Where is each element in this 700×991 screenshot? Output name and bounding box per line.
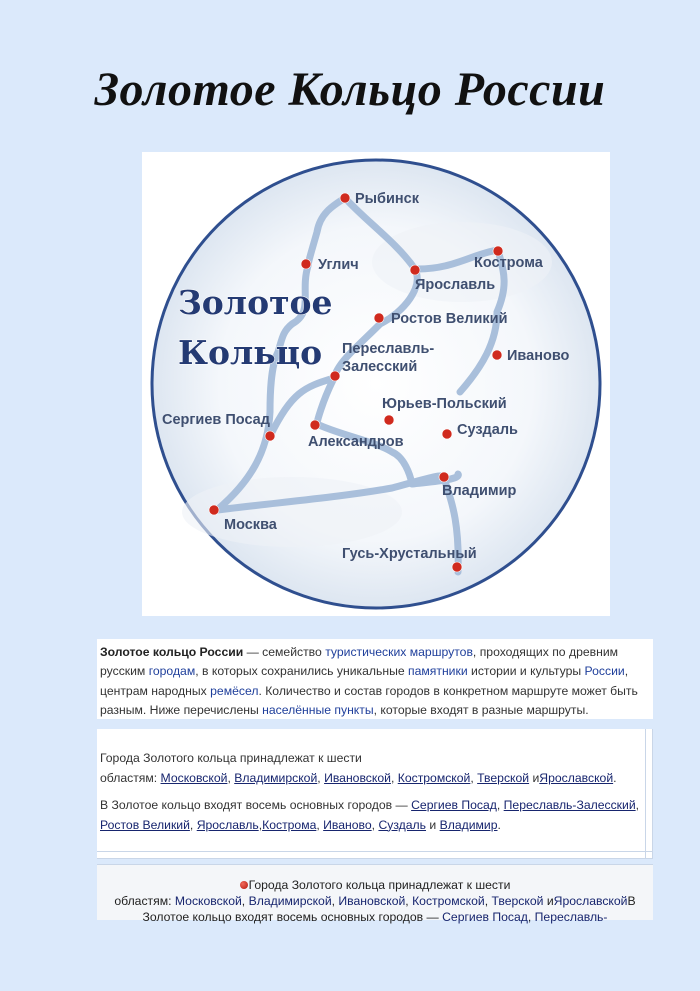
link-city-sergiev[interactable]: Сергиев Посад (411, 798, 497, 812)
label-rostov: Ростов Великий (391, 311, 508, 327)
bullet-icon (240, 881, 248, 889)
marker-yaroslavl (410, 265, 420, 275)
label-ivanovo: Иваново (507, 348, 570, 364)
repeat-line-1 (101, 877, 649, 893)
link-region-vladimir[interactable]: Владимирской (234, 770, 318, 785)
label-moskva: Москва (224, 517, 277, 533)
link-city-yaroslavl[interactable]: Ярославль (196, 817, 259, 832)
marker-vladimir (439, 472, 449, 482)
link-tourist-routes[interactable]: туристических маршрутов (325, 645, 473, 659)
marker-rostov (374, 313, 384, 323)
link-russia[interactable]: России (584, 664, 625, 679)
regions-line: областям: Московской, Владимирской, Ивановской, Костромской, Тверской иЯрославской. (100, 770, 617, 785)
repeat-line-3: Золотое кольцо входят восемь основных городов — Сергиев Посад, Переславль- (142, 910, 608, 924)
regions-dot: . (613, 770, 617, 785)
cities-line: В Золотое кольцо входят восемь основных городов — Сергиев Посад, Переславль-Залесский, Ростов Великий, Ярославль,Кострома, Иваново, Суздаль и Владимир. (100, 798, 640, 832)
link-city-vladimir[interactable]: Владимир (439, 817, 498, 832)
link-region-tver[interactable]: Тверской (477, 770, 530, 785)
regions-block (97, 729, 653, 859)
marker-ivanovo (492, 350, 502, 360)
label-yaroslavl: Ярославль (415, 277, 496, 293)
link-city-suzdal[interactable]: Суздаль (378, 817, 427, 832)
link-city-rostov[interactable]: Ростов Великий (100, 817, 190, 832)
intro-text-3: , в которых сохранились уникальные (195, 664, 409, 679)
intro-paragraph (97, 639, 653, 719)
label-pereslavl-1: Переславль- (342, 341, 435, 357)
marker-uglich (301, 259, 311, 269)
intro-text-2: , проходящих по древним русским (100, 645, 619, 679)
repeat-tail: В (627, 894, 636, 908)
repeat-lead-2: областям: (114, 894, 175, 908)
regions-lead: Города Золотого кольца принадлежат к шести (100, 751, 362, 765)
repeat-line-1-text: Города Золотого кольца принадлежат к шести (248, 878, 511, 892)
intro-text-6: . Количество и состав городов в конкретном маршруте может быть разным. Ниже перечислены (100, 683, 638, 717)
intro-text-5: , центрам народных (100, 664, 629, 698)
intro-text-1: — семейство (243, 645, 326, 659)
label-gus: Гусь-Хрустальный (342, 546, 477, 562)
map-svg (142, 152, 610, 616)
label-yuryev: Юрьев-Польский (382, 396, 507, 412)
map-logo-line2: Кольцо (178, 333, 323, 372)
link-region-kostroma[interactable]: Костромской (397, 770, 471, 785)
repeat-link-ivanovo[interactable]: Ивановской (338, 894, 406, 908)
marker-moskva (209, 505, 219, 515)
marker-alexandrov (310, 420, 320, 430)
marker-pereslavl (330, 371, 340, 381)
repeat-link-pereslavl[interactable]: Переславль- (534, 910, 608, 924)
intro-bold-term: Золотое кольцо России (100, 645, 244, 659)
marker-yuryev (384, 415, 394, 425)
marker-suzdal (442, 429, 452, 439)
map-logo-line1: Золотое (178, 283, 333, 322)
link-region-moscow[interactable]: Московской (160, 770, 228, 785)
repeat-link-vladimir[interactable]: Владимирской (248, 894, 332, 908)
golden-ring-map (142, 152, 610, 616)
cities-lead: В Золотое кольцо входят восемь основных городов — (100, 798, 412, 812)
marker-rybinsk (340, 193, 350, 203)
page-title: Золотое Кольцо России (94, 63, 606, 116)
label-suzdal: Суздаль (457, 422, 518, 438)
label-sergiev: Сергиев Посад (162, 412, 270, 428)
repeat-link-sergiev[interactable]: Сергиев Посад (442, 910, 528, 924)
label-pereslavl-2: Залесский (342, 359, 418, 375)
double-border-right (645, 729, 653, 859)
label-vladimir: Владимир (442, 483, 517, 499)
repeat-and: и (543, 894, 554, 908)
repeat-line-3-text: Золотое кольцо входят восемь основных городов — (142, 910, 443, 924)
intro-text-4: истории и культуры (467, 664, 585, 679)
link-cities[interactable]: городам (148, 664, 196, 679)
repeat-link-kostroma[interactable]: Костромской (412, 894, 485, 908)
intro-text-7: , которые входят в разные маршруты. (373, 702, 589, 717)
repeat-block (97, 864, 653, 924)
cities-dot: . (497, 817, 501, 832)
link-crafts[interactable]: ремёсел (210, 683, 259, 698)
repeat-link-tver[interactable]: Тверской (491, 894, 544, 908)
double-border-bottom (97, 851, 653, 859)
marker-gus (452, 562, 462, 572)
link-monuments[interactable]: памятники (408, 664, 468, 679)
repeat-line-2: областям: Московской, Владимирской, Ивановской, Костромской, Тверской иЯрославскойВ (114, 894, 636, 908)
link-region-yaroslavl[interactable]: Ярославской (539, 770, 614, 785)
link-city-kostroma[interactable]: Кострома (262, 817, 317, 832)
link-settlements[interactable]: населённые пункты (262, 702, 374, 717)
marker-sergiev (265, 431, 275, 441)
cities-and: и (426, 817, 440, 832)
label-kostroma: Кострома (474, 255, 543, 271)
regions-and: и (529, 770, 540, 785)
label-rybinsk: Рыбинск (355, 191, 420, 207)
link-city-ivanovo[interactable]: Иваново (323, 817, 372, 832)
label-alexandrov: Александров (308, 434, 404, 450)
link-city-pereslavl[interactable]: Переславль-Залесский (503, 798, 636, 812)
regions-lead-2: областям: (100, 770, 161, 785)
label-uglich: Углич (318, 257, 359, 273)
link-region-ivanovo[interactable]: Ивановской (324, 770, 391, 785)
repeat-link-moscow[interactable]: Московской (174, 894, 242, 908)
repeat-link-yaroslavl[interactable]: Ярославской (553, 894, 628, 908)
